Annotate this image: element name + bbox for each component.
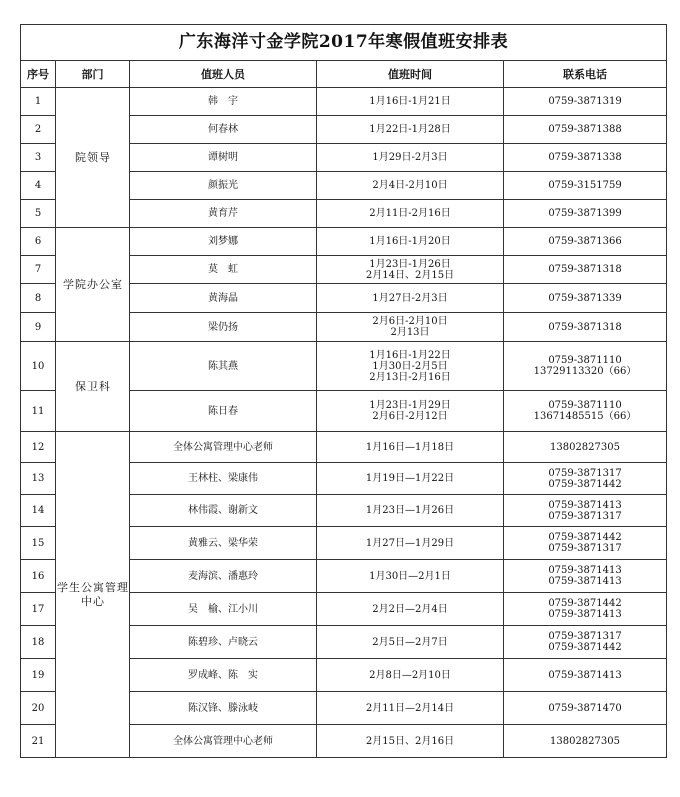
duty-person: 王林柱、梁康伟 (130, 463, 317, 495)
duty-time-line: 2月4日-2月10日 (372, 180, 448, 191)
duty-person: 罗成峰、陈 实 (130, 659, 317, 692)
duty-time-line: 1月22日-1月28日 (369, 124, 451, 135)
department-char: 中 (81, 594, 92, 608)
duty-time-line: 1月16日-1月20日 (369, 236, 451, 247)
row-number: 4 (21, 172, 56, 200)
contact-phone (504, 495, 667, 527)
contact-phone (504, 659, 667, 692)
duty-time (317, 560, 504, 593)
duty-time-line: 1月23日-1月29日 (369, 400, 451, 411)
duty-person: 全体公寓管理中心老师 (130, 432, 317, 463)
department-char: 公 (99, 277, 110, 291)
duty-time (317, 692, 504, 725)
row-number: 14 (21, 495, 56, 527)
duty-time (317, 313, 504, 342)
row-number: 12 (21, 432, 56, 463)
department-char: 导 (99, 150, 110, 164)
department-cell (56, 342, 130, 432)
contact-phone (504, 284, 667, 313)
phone-line: 0759-3871110 (548, 355, 622, 366)
contact-phone (504, 593, 667, 626)
duty-time-line: 1月29日-2月3日 (372, 152, 448, 163)
row-number: 8 (21, 284, 56, 313)
duty-time-line: 2月2日—2月4日 (372, 603, 448, 615)
duty-time-line: 2月14日、2月15日 (365, 269, 455, 281)
duty-time (317, 116, 504, 144)
duty-time-line: 1月16日—1月18日 (365, 441, 455, 453)
phone-line: 0759-3871317 (548, 467, 622, 479)
phone-line: 0759-3871318 (548, 264, 622, 275)
row-number: 6 (21, 228, 56, 256)
department-char: 学 (57, 580, 68, 594)
department-cell (56, 228, 130, 342)
phone-line: 0759-3871442 (548, 532, 622, 543)
phone-line: 13802827305 (550, 735, 620, 747)
phone-line: 0759-3871388 (548, 124, 622, 135)
duty-time-line: 1月30日-2月5日 (372, 360, 448, 372)
duty-time (317, 256, 504, 284)
row-number: 15 (21, 527, 56, 560)
department-char: 理 (117, 580, 128, 594)
duty-time-line: 1月16日-1月21日 (369, 96, 451, 107)
duty-time-line: 1月30日—2月1日 (369, 570, 451, 582)
duty-person: 黄海晶 (130, 284, 317, 313)
department-char: 管 (105, 580, 116, 594)
row-number: 9 (21, 313, 56, 342)
phone-line: 0759-3871413 (548, 609, 622, 620)
department-char: 学 (63, 277, 74, 291)
contact-phone (504, 626, 667, 659)
department-char: 卫 (87, 379, 98, 393)
phone-line: 0759-3871413 (548, 669, 622, 681)
contact-phone (504, 463, 667, 495)
duty-time (317, 626, 504, 659)
department-char: 院 (75, 277, 86, 291)
department-char: 保 (75, 379, 86, 393)
department-char: 心 (93, 594, 104, 608)
duty-time (317, 593, 504, 626)
duty-person: 谭树明 (130, 144, 317, 172)
phone-line: 0759-3871338 (548, 152, 622, 163)
contact-phone (504, 144, 667, 172)
duty-person: 陈日春 (130, 391, 317, 432)
duty-person: 吴 榆、江小川 (130, 593, 317, 626)
contact-phone (504, 391, 667, 432)
duty-time-line: 2月11日—2月14日 (365, 702, 455, 714)
duty-time-line: 2月13日 (390, 327, 430, 338)
duty-time-line: 2月15日、2月16日 (365, 735, 455, 747)
phone-line: 0759-3871470 (548, 702, 622, 714)
contact-phone (504, 432, 667, 463)
duty-time (317, 342, 504, 391)
row-number: 19 (21, 659, 56, 692)
department-cell (56, 432, 130, 758)
duty-time (317, 200, 504, 228)
contact-phone (504, 200, 667, 228)
duty-time (317, 659, 504, 692)
contact-phone (504, 228, 667, 256)
duty-person: 韩 宇 (130, 88, 317, 116)
row-number: 11 (21, 391, 56, 432)
header-department: 部门 (56, 61, 130, 88)
phone-line: 13802827305 (550, 441, 620, 453)
duty-person: 梁仍扬 (130, 313, 317, 342)
duty-time-line: 2月11日-2月16日 (369, 208, 451, 219)
contact-phone (504, 256, 667, 284)
phone-line: 0759-3871413 (548, 499, 622, 511)
row-number: 18 (21, 626, 56, 659)
header-person: 值班人员 (130, 61, 317, 88)
row-number: 1 (21, 88, 56, 116)
phone-line: 13729113320（66） (533, 366, 637, 377)
row-number: 13 (21, 463, 56, 495)
table-title: 广东海洋寸金学院2017年寒假值班安排表 (21, 25, 667, 61)
contact-phone (504, 342, 667, 391)
contact-phone (504, 560, 667, 593)
title-row (21, 25, 667, 61)
contact-phone (504, 88, 667, 116)
phone-line: 0759-3871317 (548, 510, 622, 522)
row-number: 7 (21, 256, 56, 284)
phone-line: 0759-3871413 (548, 576, 622, 587)
table-row (21, 88, 667, 116)
phone-line: 0759-3871317 (548, 631, 622, 642)
duty-time-line: 2月8日—2月10日 (369, 669, 451, 681)
phone-line: 13671485515（66） (533, 411, 637, 422)
duty-time (317, 527, 504, 560)
contact-phone (504, 725, 667, 758)
duty-person: 何春林 (130, 116, 317, 144)
row-number: 16 (21, 560, 56, 593)
duty-schedule-table (20, 24, 667, 758)
duty-person: 刘梦娜 (130, 228, 317, 256)
phone-line: 0759-3871366 (548, 236, 622, 247)
phone-line: 0759-3871319 (548, 96, 622, 107)
duty-person: 陈汉锋、滕泳岐 (130, 692, 317, 725)
duty-person: 林伟霞、谢新文 (130, 495, 317, 527)
contact-phone (504, 313, 667, 342)
phone-line: 0759-3871442 (548, 478, 622, 490)
duty-time (317, 725, 504, 758)
row-number: 5 (21, 200, 56, 228)
duty-time (317, 432, 504, 463)
department-char: 院 (75, 150, 86, 164)
duty-time-line: 1月23日—1月26日 (365, 505, 455, 516)
duty-time (317, 495, 504, 527)
duty-person: 黄雅云、梁华荣 (130, 527, 317, 560)
duty-person: 黄育芹 (130, 200, 317, 228)
phone-line: 0759-3151759 (548, 180, 622, 191)
phone-line: 0759-3871339 (548, 292, 622, 304)
phone-line: 0759-3871110 (548, 400, 622, 411)
contact-phone (504, 692, 667, 725)
duty-time-line: 1月27日-2月3日 (372, 292, 448, 304)
duty-person: 陈碧珍、卢晓云 (130, 626, 317, 659)
header-phone: 联系电话 (504, 61, 667, 88)
duty-time (317, 88, 504, 116)
department-char: 室 (111, 277, 122, 291)
contact-phone (504, 116, 667, 144)
row-number: 3 (21, 144, 56, 172)
duty-time-line: 2月5日—2月7日 (372, 636, 448, 648)
duty-time (317, 391, 504, 432)
row-number: 21 (21, 725, 56, 758)
row-number: 2 (21, 116, 56, 144)
header-row (21, 61, 667, 88)
duty-time-line: 2月6日-2月12日 (372, 411, 448, 422)
duty-time-line: 1月23日-1月26日 (369, 258, 451, 270)
department-char: 寓 (93, 580, 104, 594)
duty-person: 全体公寓管理中心老师 (130, 725, 317, 758)
duty-schedule-sheet (20, 24, 666, 758)
contact-phone (504, 172, 667, 200)
duty-time-line: 2月6日-2月10日 (372, 316, 448, 327)
table-row (21, 228, 667, 256)
department-char: 公 (81, 580, 92, 594)
duty-time (317, 144, 504, 172)
duty-time (317, 463, 504, 495)
table-row (21, 342, 667, 391)
duty-person: 颜振光 (130, 172, 317, 200)
header-time: 值班时间 (317, 61, 504, 88)
duty-time-line: 1月16日-1月22日 (369, 349, 451, 361)
duty-time (317, 172, 504, 200)
row-number: 10 (21, 342, 56, 391)
phone-line: 0759-3871442 (548, 642, 622, 653)
phone-line: 0759-3871318 (548, 321, 622, 333)
header-no: 序号 (21, 61, 56, 88)
row-number: 17 (21, 593, 56, 626)
department-char: 生 (69, 580, 80, 594)
duty-time (317, 228, 504, 256)
department-cell (56, 88, 130, 228)
phone-line: 0759-3871399 (548, 208, 622, 219)
row-number: 20 (21, 692, 56, 725)
phone-line: 0759-3871413 (548, 565, 622, 576)
duty-person: 陈其燕 (130, 342, 317, 391)
duty-time-line: 2月13日-2月16日 (369, 371, 451, 383)
duty-time-line: 1月27日—1月29日 (365, 537, 455, 549)
duty-person: 莫 虹 (130, 256, 317, 284)
phone-line: 0759-3871317 (548, 543, 622, 554)
phone-line: 0759-3871442 (548, 598, 622, 609)
duty-time (317, 284, 504, 313)
department-char: 科 (99, 379, 110, 393)
duty-time-line: 1月19日—1月22日 (365, 473, 455, 484)
department-char: 领 (87, 150, 98, 164)
table-row (21, 432, 667, 463)
contact-phone (504, 527, 667, 560)
duty-person: 麦海滨、潘惠玲 (130, 560, 317, 593)
department-char: 办 (87, 277, 98, 291)
